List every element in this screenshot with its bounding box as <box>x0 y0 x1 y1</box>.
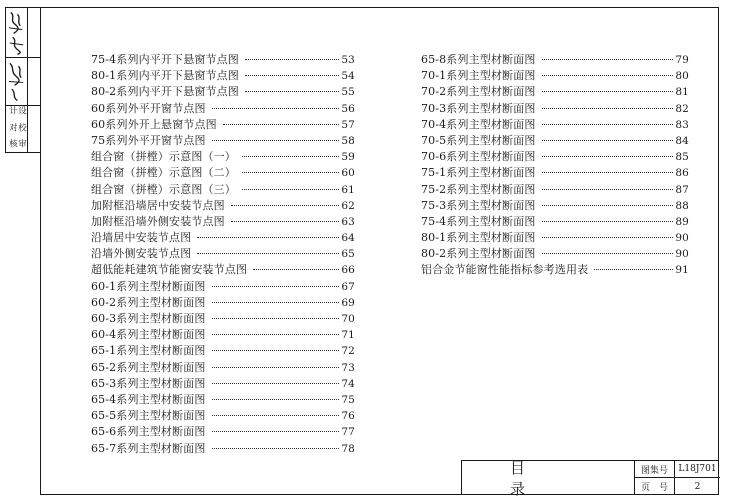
toc-entry-page: 81 <box>675 86 689 99</box>
toc-entry-title: 70-5系列主型材断面图 <box>421 133 536 147</box>
toc-entry-title: 75-2系列主型材断面图 <box>421 182 536 196</box>
toc-entry-page: 58 <box>341 134 355 147</box>
toc-dot-leader <box>212 107 340 109</box>
toc-entry-title: 60系列外平开窗节点图 <box>91 101 206 115</box>
toc-entry <box>421 84 689 100</box>
toc-entry <box>91 343 355 359</box>
toc-entry-title: 组合窗（拼樘）示意图（二） <box>91 166 236 180</box>
toc-dot-leader <box>542 252 674 254</box>
toc-dot-leader <box>212 382 340 384</box>
toc-entry-page: 74 <box>341 377 355 390</box>
toc-entry <box>421 214 689 230</box>
toc-entry <box>91 295 355 311</box>
toc-entry <box>91 198 355 214</box>
toc-entry <box>91 327 355 343</box>
toc-entry-title: 65-6系列主型材断面图 <box>91 425 206 439</box>
toc-dot-leader <box>542 155 674 157</box>
atlas-number-label: 图集号 <box>635 461 675 478</box>
toc-entry <box>421 230 689 246</box>
toc-entry <box>91 214 355 230</box>
toc-entry-page: 76 <box>341 410 355 423</box>
toc-dot-leader <box>212 414 340 416</box>
toc-entry-title: 70-4系列主型材断面图 <box>421 117 536 131</box>
toc-entry-title: 80-2系列内平开下悬窗节点图 <box>91 85 239 99</box>
page-number-label: 页 号 <box>635 478 675 495</box>
toc-entry-title: 75-4系列内平开下悬窗节点图 <box>91 53 239 66</box>
role-label-design: 设计 <box>7 106 27 115</box>
toc-dot-leader <box>242 155 339 157</box>
toc-dot-leader <box>231 204 340 206</box>
toc-dot-leader <box>212 349 340 351</box>
toc-entry <box>91 101 355 117</box>
toc-dot-leader <box>542 204 674 206</box>
toc-entry-page: 75 <box>341 393 355 406</box>
signature-strip <box>5 7 41 153</box>
toc-dot-leader <box>542 220 674 222</box>
toc-entry-title: 65-1系列主型材断面图 <box>91 344 206 358</box>
toc-entry <box>421 101 689 117</box>
toc-dot-leader <box>242 188 339 190</box>
toc-dot-leader <box>542 188 674 190</box>
toc-entry <box>91 165 355 181</box>
label-cell-mid <box>28 58 40 106</box>
toc-entry-title: 组合窗（拼樘）示意图（一） <box>91 150 236 164</box>
toc-dot-leader <box>542 171 674 173</box>
label-cell-top <box>28 8 40 58</box>
toc-entry-page: 70 <box>341 313 355 325</box>
toc-entry-page: 69 <box>341 296 355 309</box>
toc-dot-leader <box>212 430 340 432</box>
toc-entry-page: 87 <box>675 183 689 196</box>
toc-entry <box>91 376 355 392</box>
toc-entry-page: 53 <box>341 54 355 66</box>
toc-entry-page: 64 <box>341 232 355 245</box>
toc-dot-leader <box>212 301 340 303</box>
toc-entry-title: 70-6系列主型材断面图 <box>421 150 536 164</box>
label-cell-bottom <box>28 106 40 152</box>
toc-entry-title: 75-3系列主型材断面图 <box>421 198 536 212</box>
toc-entry-page: 57 <box>341 118 355 131</box>
handwritten-signature-icon <box>6 58 27 105</box>
toc-entry <box>91 68 355 84</box>
role-labels <box>6 106 27 152</box>
toc-dot-leader <box>212 317 340 319</box>
toc-entry <box>421 133 689 149</box>
toc-entry <box>91 262 355 278</box>
toc-entry-title: 加附框沿墙居中安装节点图 <box>91 198 225 212</box>
toc-entry <box>421 262 689 278</box>
toc-entry-page: 66 <box>341 264 355 277</box>
toc-entry <box>91 230 355 246</box>
toc-entry-title: 65-8系列主型材断面图 <box>421 53 536 66</box>
toc-dot-leader <box>542 139 674 141</box>
toc-entry-page: 86 <box>675 167 689 180</box>
toc-entry-title: 65-5系列主型材断面图 <box>91 409 206 423</box>
toc-dot-leader <box>212 447 340 449</box>
toc-entry-page: 83 <box>675 118 689 131</box>
toc-column-left <box>91 52 355 457</box>
toc-entry-title: 60-1系列主型材断面图 <box>91 279 206 293</box>
signature-cell-top <box>6 8 28 58</box>
toc-entry <box>91 52 355 68</box>
toc-entry <box>91 392 355 408</box>
toc-entry-page: 91 <box>675 264 689 277</box>
toc-entry-title: 80-2系列主型材断面图 <box>421 247 536 261</box>
toc-entry-page: 72 <box>341 345 355 358</box>
toc-dot-leader <box>594 268 673 270</box>
toc-dot-leader <box>223 123 340 125</box>
role-label-cell <box>6 106 28 152</box>
toc-entry-page: 61 <box>341 183 355 196</box>
toc-entry-title: 75-4系列主型材断面图 <box>421 214 536 228</box>
toc-entry-title: 铝合金节能窗性能指标参考选用表 <box>421 263 589 277</box>
toc-entry <box>91 246 355 262</box>
toc-entry <box>421 246 689 262</box>
toc-entry <box>91 84 355 100</box>
toc-dot-leader <box>253 268 339 270</box>
toc-entry <box>91 117 355 133</box>
atlas-number-value: L18J701 <box>675 461 720 478</box>
toc-dot-leader <box>542 90 674 92</box>
toc-entry <box>91 441 355 457</box>
toc-entry-title: 60系列外开上悬窗节点图 <box>91 117 217 131</box>
toc-dot-leader <box>231 220 340 222</box>
handwritten-signature-icon <box>6 8 27 57</box>
toc-entry-page: 84 <box>675 134 689 147</box>
toc-entry-title: 超低能耗建筑节能窗安装节点图 <box>91 263 248 277</box>
toc-entry-title: 65-7系列主型材断面图 <box>91 441 206 455</box>
page-number-value: 2 <box>694 481 701 492</box>
toc-entry-title: 65-4系列主型材断面图 <box>91 392 206 406</box>
toc-entry-title: 70-2系列主型材断面图 <box>421 85 536 99</box>
toc-dot-leader <box>212 285 340 287</box>
toc-entry-page: 54 <box>341 70 355 83</box>
toc-dot-leader <box>242 171 339 173</box>
toc-entry-title: 60-2系列主型材断面图 <box>91 295 206 309</box>
toc-dot-leader <box>212 366 340 368</box>
toc-dot-leader <box>542 74 674 76</box>
toc-entry-page: 56 <box>341 102 355 115</box>
toc-entry <box>91 360 355 376</box>
toc-entry-page: 62 <box>341 199 355 212</box>
toc-dot-leader <box>197 252 339 254</box>
toc-entry-page: 73 <box>341 361 355 374</box>
toc-entry-page: 80 <box>675 70 689 83</box>
toc-entry-page: 67 <box>341 280 355 293</box>
toc-entry-page: 55 <box>341 86 355 99</box>
toc-entry <box>421 68 689 84</box>
toc-entry-title: 沿墙外侧安装节点图 <box>91 247 192 261</box>
toc-entry-page: 88 <box>675 199 689 212</box>
toc-entry <box>91 149 355 165</box>
toc-dot-leader <box>542 58 674 60</box>
toc-entry <box>91 279 355 295</box>
toc-entry-page: 77 <box>341 426 355 439</box>
toc-entry-page: 78 <box>341 442 355 455</box>
toc-entry-page: 90 <box>675 232 689 245</box>
toc-entry-page: 59 <box>341 151 355 164</box>
toc-entry-page: 65 <box>341 248 355 261</box>
toc-entry <box>91 133 355 149</box>
toc-dot-leader <box>542 236 674 238</box>
sheet-title: 目录 <box>462 461 635 495</box>
toc-entry-page: 60 <box>341 167 355 180</box>
toc-dot-leader <box>212 333 340 335</box>
toc-entry <box>91 408 355 424</box>
toc-entry <box>91 182 355 198</box>
toc-entry-title: 组合窗（拼樘）示意图（三） <box>91 182 236 196</box>
signature-cell-mid <box>6 58 28 106</box>
toc-entry-title: 70-3系列主型材断面图 <box>421 101 536 115</box>
toc-entry-title: 70-1系列主型材断面图 <box>421 69 536 83</box>
role-label-check: 校对 <box>7 122 27 132</box>
toc-entry-title: 75系列外平开窗节点图 <box>91 133 206 147</box>
toc-entry <box>421 182 689 198</box>
toc-entry <box>421 149 689 165</box>
toc-entry <box>91 311 355 327</box>
title-block <box>461 459 719 498</box>
toc-entry-page: 90 <box>675 248 689 261</box>
toc-entry <box>421 165 689 181</box>
toc-dot-leader <box>245 58 339 60</box>
toc-entry-title: 80-1系列内平开下悬窗节点图 <box>91 69 239 83</box>
toc-entry-title: 加附框沿墙外侧安装节点图 <box>91 214 225 228</box>
toc-entry-page: 89 <box>675 215 689 228</box>
role-label-review: 审核 <box>7 139 27 149</box>
toc-entry <box>421 198 689 214</box>
toc-dot-leader <box>212 139 340 141</box>
toc-entry-title: 75-1系列主型材断面图 <box>421 166 536 180</box>
toc-entry-page: 63 <box>341 215 355 228</box>
toc-column-right <box>421 52 689 279</box>
toc-dot-leader <box>245 74 339 76</box>
toc-entry-page: 79 <box>675 54 689 66</box>
toc-dot-leader <box>212 398 340 400</box>
toc-entry-page: 85 <box>675 151 689 164</box>
toc-entry-page: 82 <box>675 102 689 115</box>
toc-entry-title: 65-3系列主型材断面图 <box>91 376 206 390</box>
toc-entry-title: 80-1系列主型材断面图 <box>421 231 536 245</box>
toc-entry-title: 60-3系列主型材断面图 <box>91 312 206 325</box>
toc-dot-leader <box>245 90 339 92</box>
toc-entry-title: 65-2系列主型材断面图 <box>91 360 206 374</box>
toc-entry-title: 沿墙居中安装节点图 <box>91 231 192 245</box>
toc-dot-leader <box>197 236 339 238</box>
toc-entry-page: 71 <box>341 329 355 342</box>
toc-entry-title: 60-4系列主型材断面图 <box>91 328 206 342</box>
toc-entry <box>91 424 355 440</box>
toc-entry <box>421 52 689 68</box>
toc-dot-leader <box>542 123 674 125</box>
toc-entry <box>421 117 689 133</box>
toc-dot-leader <box>542 107 674 109</box>
